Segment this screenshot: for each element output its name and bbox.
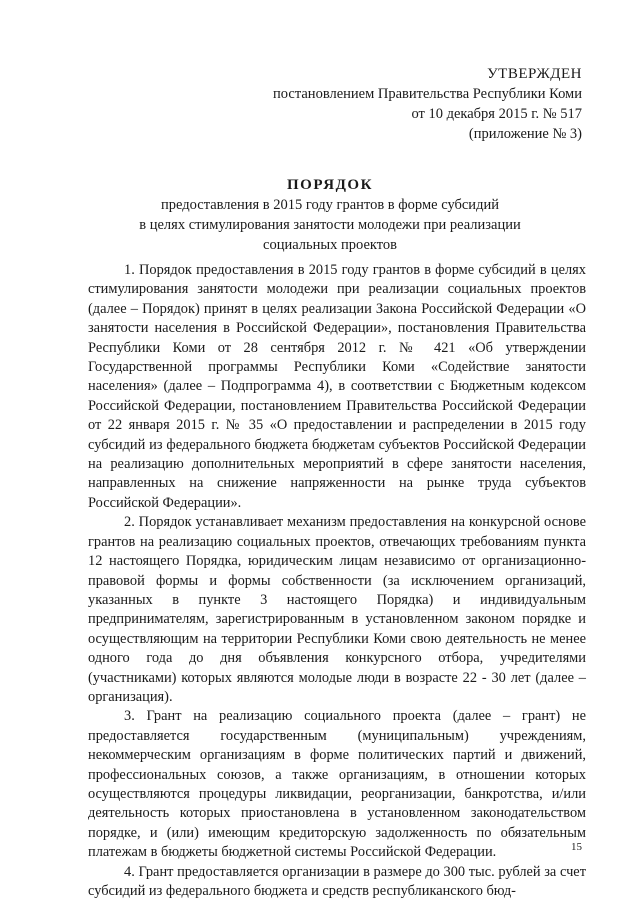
title-main: ПОРЯДОК	[287, 177, 373, 193]
approval-line-decree: постановлением Правительства Республики Коми	[273, 86, 582, 102]
paragraph-3: 3. Грант на реализацию социального проекта (далее – грант) не предоставляется государственным (муниципальным) учреждениям, некоммерческим организациям в форме политических партий и движений, профессиональных союзов, а также организациям, в отношении которых осуществляются процедуры ликвидации, реорганизации, банкротства, и/или деятельность которых приостановлена в установленном законодательством порядке, и (или) имеющим кредиторскую задолженность по обязательным платежам в бюджеты бюджетной системы Российской Федерации.	[88, 708, 586, 861]
approval-line-appendix: (приложение № 3)	[468, 126, 582, 142]
approval-stamp	[273, 64, 582, 144]
document-title	[70, 175, 590, 255]
paragraph-1: 1. Порядок предоставления в 2015 году грантов в форме субсидий в целях стимулирования занятости молодежи при реализации социальных проектов (далее – Порядок) принят в целях реализации Закона Российской Федерации «О занятости населения в Российской Федерации», постановления Правительства Республики Коми от 28 сентября 2012 г. № 421 «Об утверждении Государственной программы Республики Коми «Содействие занятости населения» (далее – Подпрограмма 4), в соответствии с Бюджетным кодексом Российской Федерации, постановлением Правительства Российской Федерации от 22 января 2015 г. № 35 «О предоставлении и распределении в 2015 году субсидий из федерального бюджета бюджетам субъектов Российской Федерации на реализацию дополнительных мероприятий в сфере занятости населения, направленных на снижение напряженности на рынке труда субъектов Российской Федерации».	[88, 262, 586, 511]
approval-line-date: от 10 декабря 2015 г. № 517	[411, 106, 582, 122]
title-sub-line-1: предоставления в 2015 году грантов в форме субсидий	[161, 197, 499, 213]
paragraph-4: 4. Грант предоставляется организации в размере до 300 тыс. рублей за счет субсидий из федерального бюджета и средств республиканского бюд-	[88, 863, 586, 899]
paragraph-2: 2. Порядок устанавливает механизм предоставления на конкурсной основе грантов на реализацию социальных проектов, отвечающих требованиям пункта 12 настоящего Порядка, юридическим лицам независимо от организационно-правовой формы и формы собственности (за исключением организаций, указанных в пункте 3 настоящего Порядка) и индивидуальным предпринимателям, зарегистрированным в установленном законом порядке и осуществляющим на территории Республики Коми свою деятельность не менее одного года до дня объявления конкурсного отбора, учредителями (участниками) которых являются молодые люди в возрасте 22 - 30 лет (далее – организация).	[88, 514, 586, 705]
document-body	[88, 261, 586, 901]
approval-heading: УТВЕРЖДЕН	[487, 66, 582, 82]
page-number: 15	[571, 841, 582, 853]
title-sub-line-3: социальных проектов	[263, 237, 397, 253]
title-sub-line-2: в целях стимулирования занятости молодежи при реализации	[139, 217, 521, 233]
